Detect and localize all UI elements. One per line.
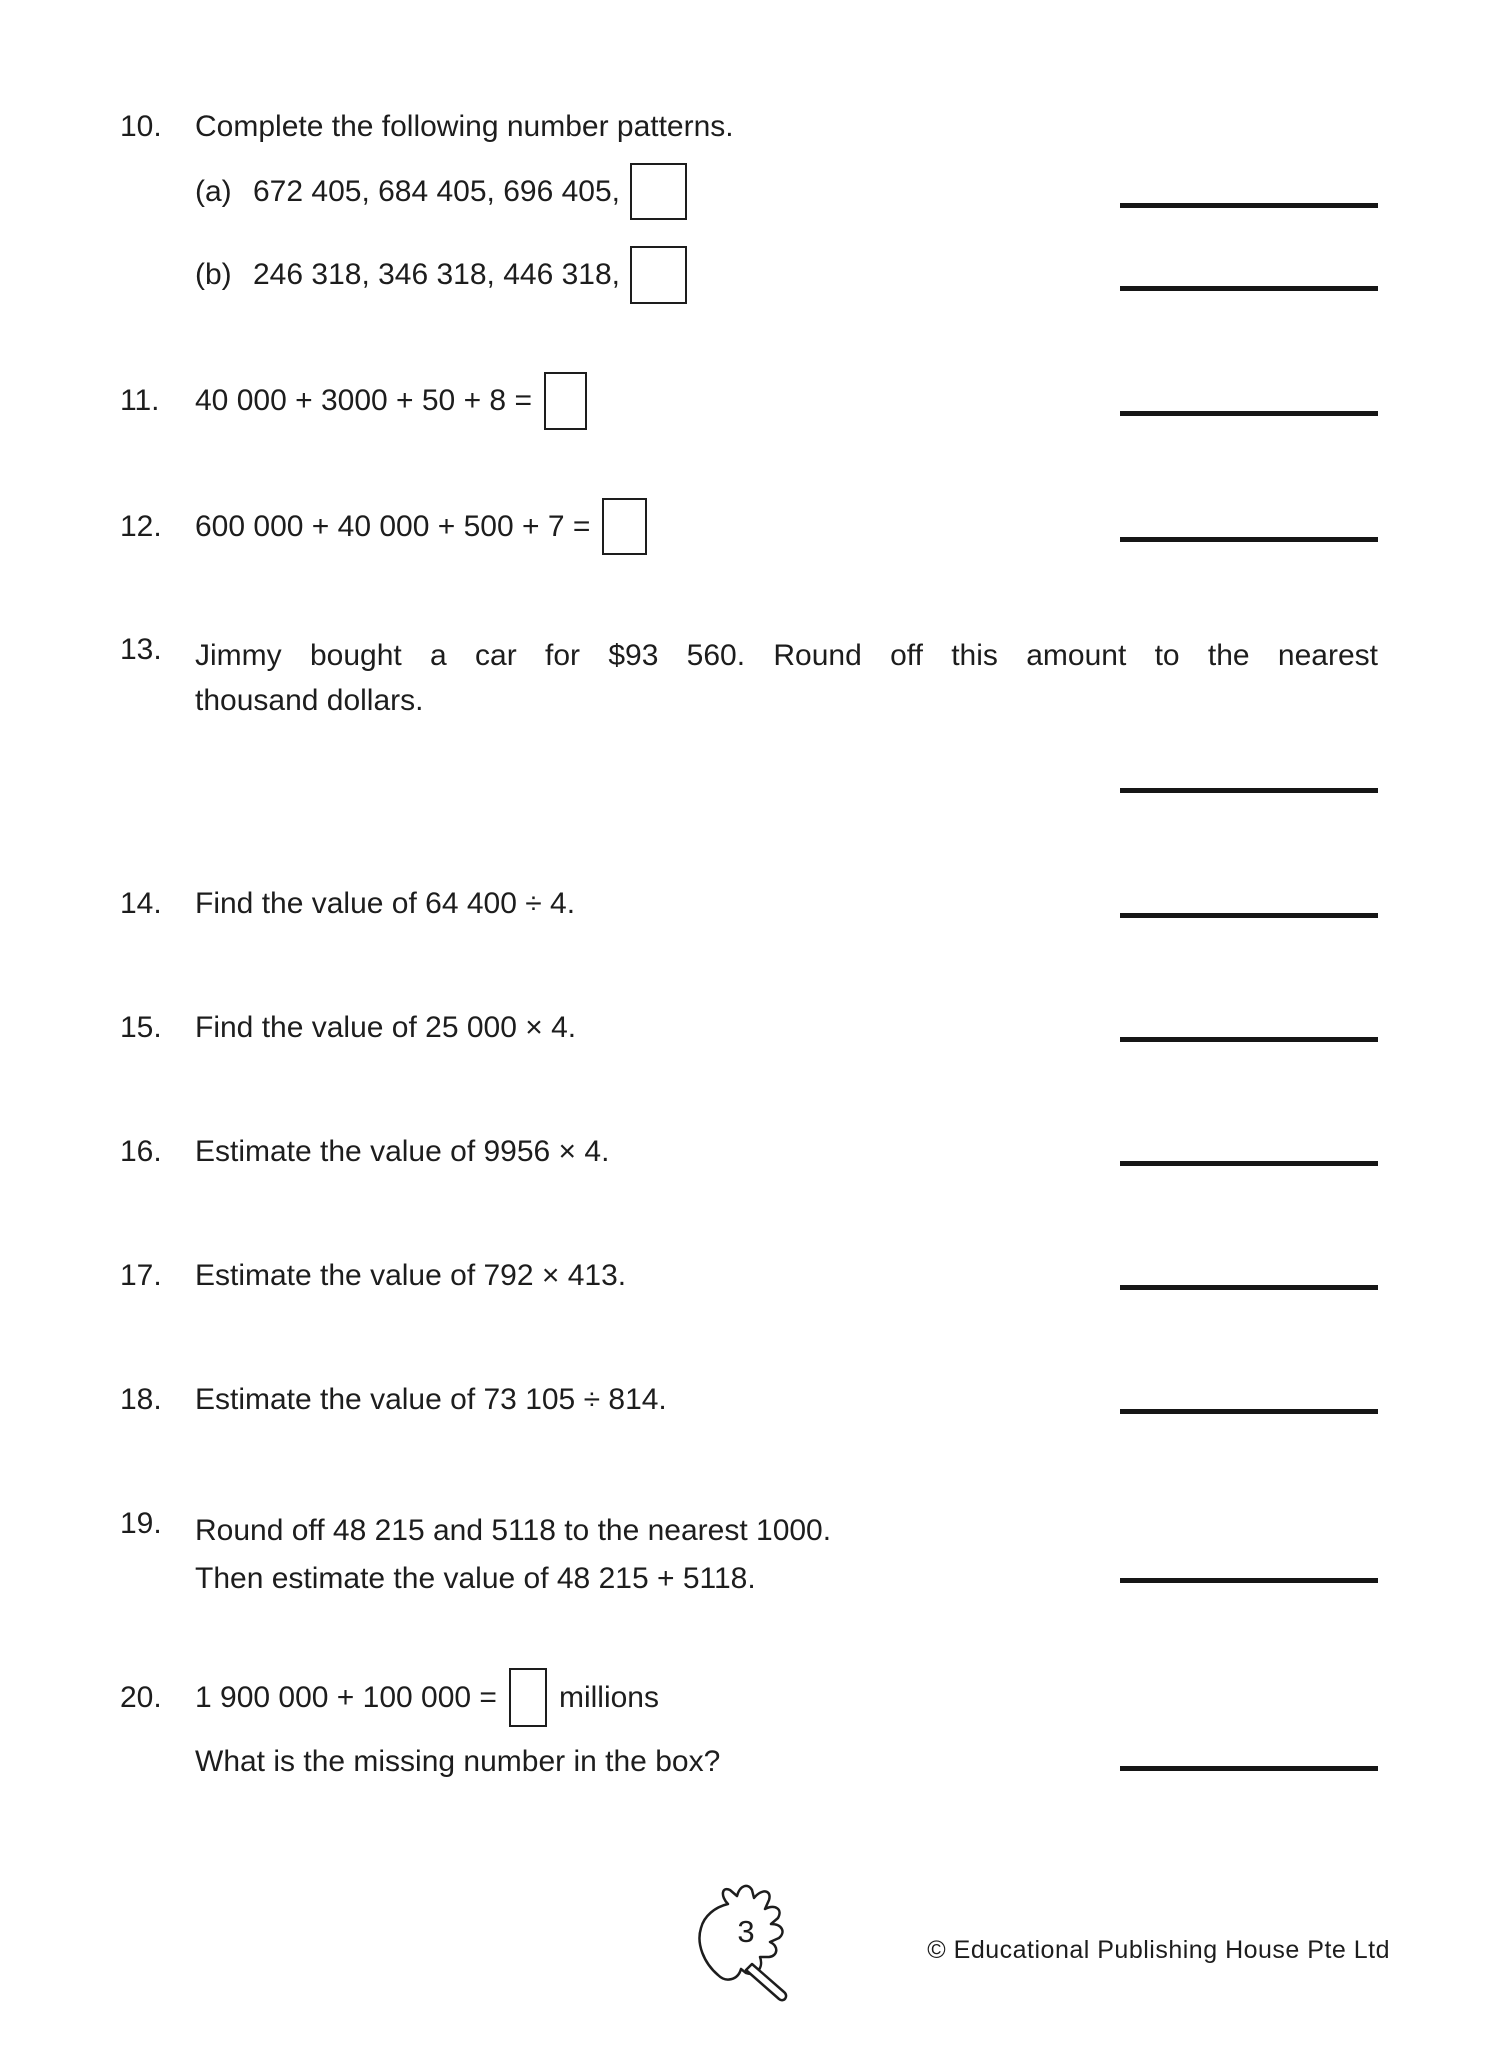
question-text: Estimate the value of 73 105 ÷ 814.: [195, 1383, 667, 1416]
question-text-line2: thousand dollars.: [195, 684, 424, 717]
copyright-text: © Educational Publishing House Pte Ltd: [927, 1936, 1390, 1964]
question-text: 40 000 + 3000 + 50 + 8 =: [195, 384, 532, 417]
question-number: 14.: [120, 887, 162, 920]
question-20-line2: [195, 1745, 720, 1779]
question-text: Find the value of 25 000 × 4.: [195, 1011, 577, 1044]
answer-line[interactable]: [1120, 411, 1378, 416]
question-text: 1 900 000 + 100 000 =: [195, 1680, 497, 1714]
question-number: 19.: [120, 1507, 162, 1540]
answer-box[interactable]: [509, 1668, 547, 1727]
question-number: 20.: [120, 1680, 162, 1714]
answer-line[interactable]: [1120, 1037, 1378, 1042]
question-11: [120, 372, 587, 430]
answer-box[interactable]: [630, 246, 687, 304]
question-text: What is the missing number in the box?: [195, 1745, 721, 1778]
part-label: (a): [195, 174, 232, 208]
question-13: [120, 633, 1378, 723]
question-text: 600 000 + 40 000 + 500 + 7 =: [195, 509, 591, 543]
answer-line[interactable]: [1120, 1578, 1378, 1583]
question-number: 11.: [120, 384, 160, 417]
question-12: [120, 498, 647, 555]
answer-line[interactable]: [1120, 788, 1378, 793]
answer-line[interactable]: [1120, 286, 1378, 291]
question-text: Estimate the value of 792 × 413.: [195, 1259, 627, 1292]
answer-line[interactable]: [1120, 1409, 1378, 1414]
question-text: [195, 633, 1378, 723]
question-text: [195, 1507, 831, 1603]
question-text-line1: Jimmy bought a car for $93 560. Round off this amount to the nearest: [195, 639, 1378, 672]
question-17: [120, 1259, 626, 1293]
answer-box[interactable]: [630, 163, 687, 220]
answer-line[interactable]: [1120, 203, 1378, 208]
answer-line[interactable]: [1120, 1161, 1378, 1166]
question-20: [120, 1668, 659, 1727]
question-text: Complete the following number patterns.: [195, 110, 734, 143]
number-pattern: 246 318, 346 318, 446 318,: [253, 258, 621, 291]
answer-line[interactable]: [1120, 913, 1378, 918]
part-label: (b): [195, 258, 232, 291]
number-pattern: 672 405, 684 405, 696 405,: [253, 174, 621, 208]
question-10b: [195, 246, 687, 304]
question-18: [120, 1383, 667, 1417]
answer-box[interactable]: [602, 498, 647, 555]
answer-box[interactable]: [544, 372, 587, 430]
question-19: [120, 1507, 831, 1603]
question-text: Find the value of 64 400 ÷ 4.: [195, 887, 576, 920]
question-10: [120, 110, 734, 144]
page-number: 3: [737, 1914, 755, 1949]
question-15: [120, 1011, 576, 1045]
question-number: 17.: [120, 1259, 162, 1292]
question-number: 16.: [120, 1135, 162, 1168]
question-number: 12.: [120, 509, 162, 543]
question-text-line2: Then estimate the value of 48 215 + 5118.: [195, 1562, 756, 1595]
question-number: 18.: [120, 1383, 162, 1416]
leaf-page-number-icon: [690, 1882, 808, 2012]
question-number: 15.: [120, 1011, 162, 1044]
question-16: [120, 1135, 609, 1169]
question-text: Estimate the value of 9956 × 4.: [195, 1135, 610, 1168]
answer-line[interactable]: [1120, 1766, 1378, 1771]
question-text-line1: Round off 48 215 and 5118 to the nearest 1000.: [195, 1514, 832, 1547]
question-number: 13.: [120, 633, 162, 666]
question-14: [120, 887, 575, 921]
answer-line[interactable]: [1120, 537, 1378, 542]
question-number: 10.: [120, 110, 162, 143]
question-10a: [195, 163, 687, 220]
question-text-unit: millions: [558, 1680, 659, 1714]
answer-line[interactable]: [1120, 1285, 1378, 1290]
